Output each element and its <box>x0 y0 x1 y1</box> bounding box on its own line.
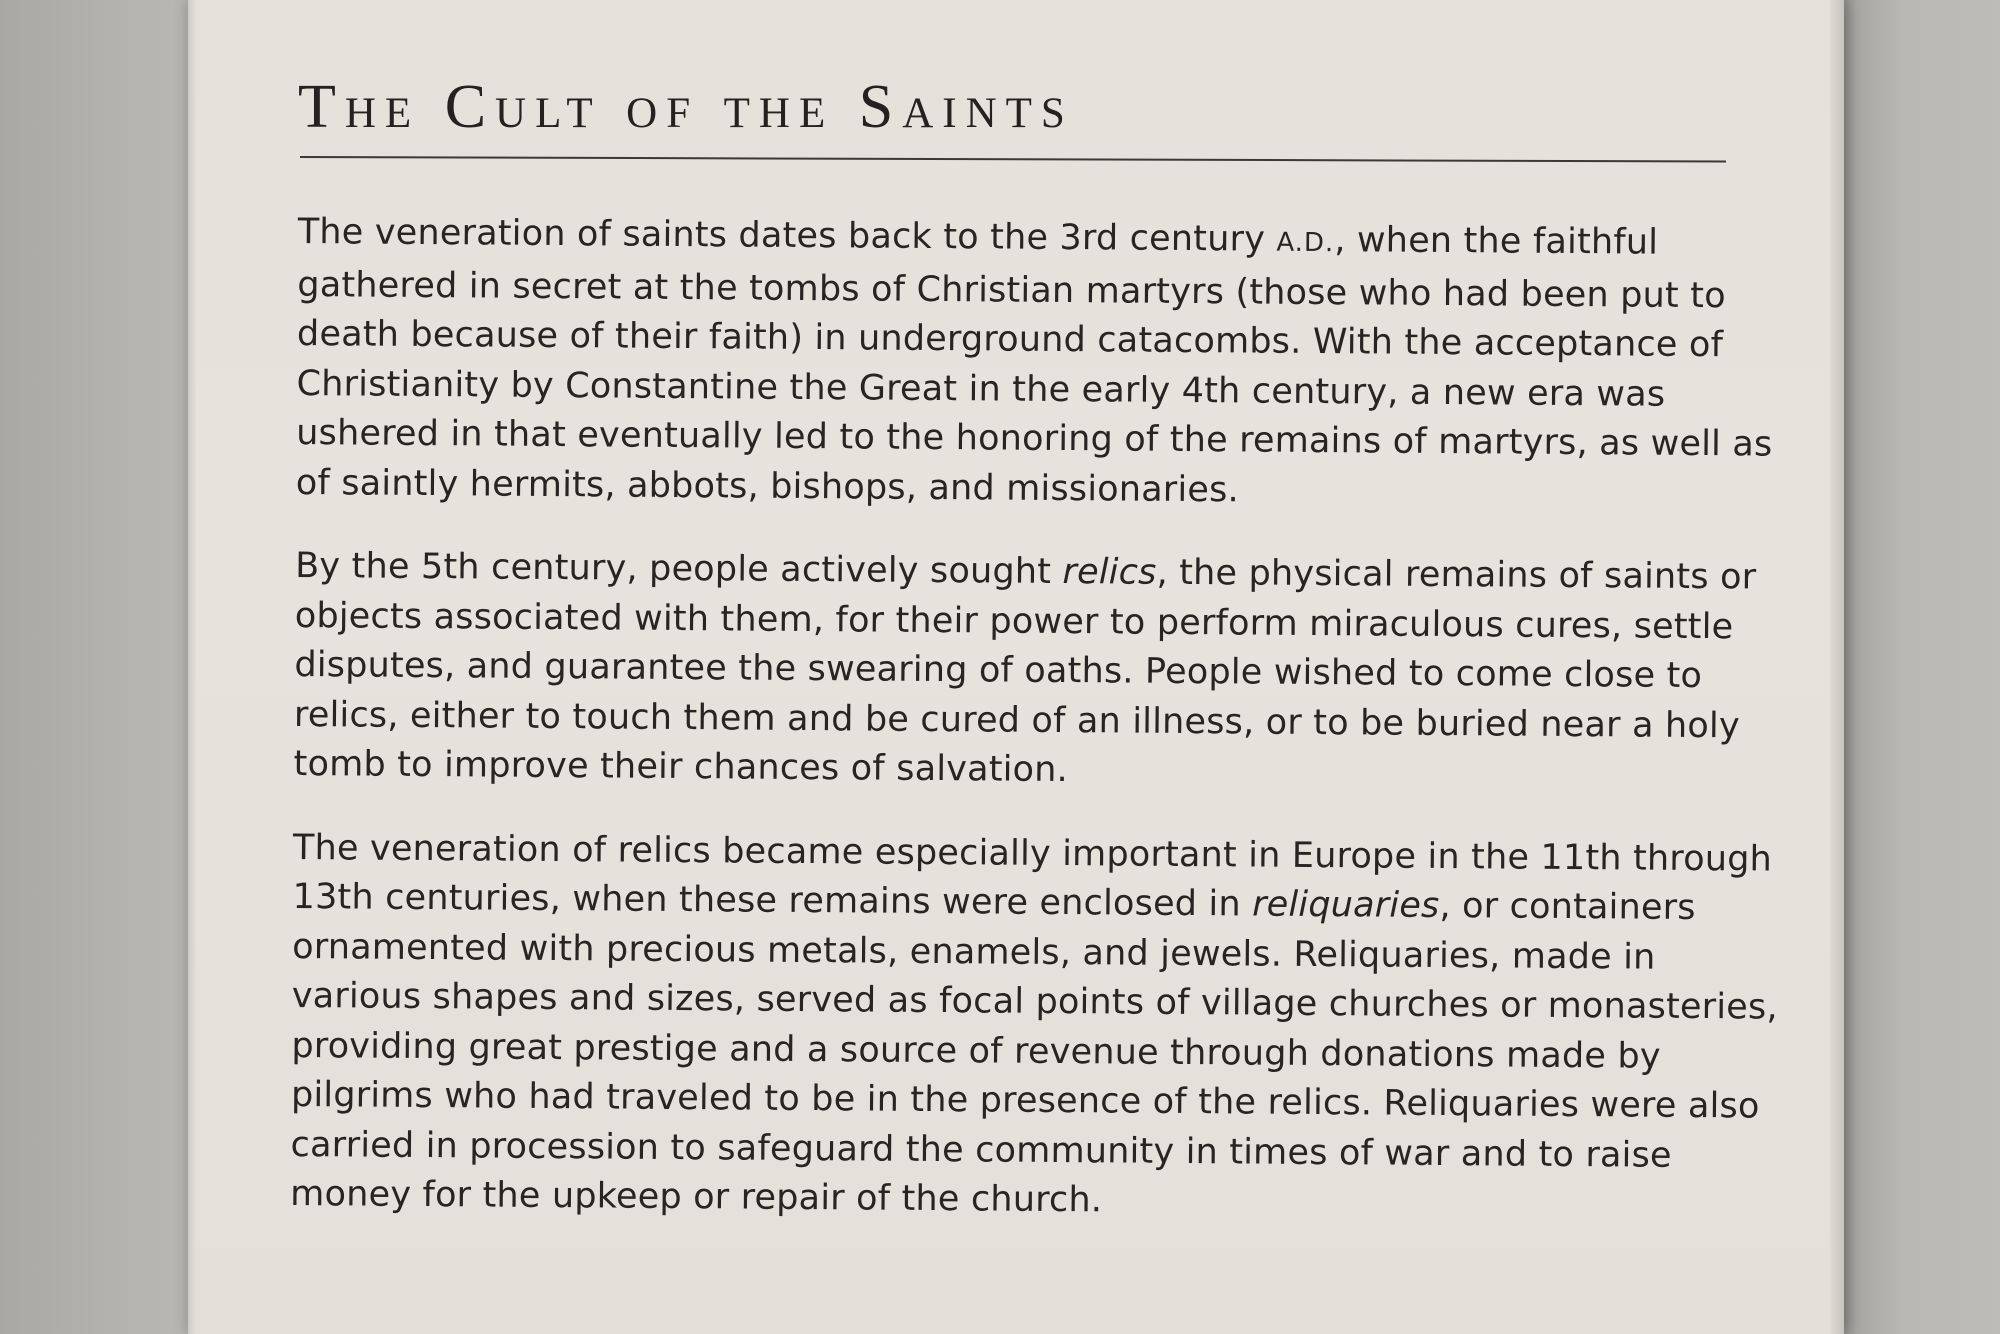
paragraph-1 <box>295 208 1773 519</box>
text-line: The veneration of saints dates back to the 3rd century A.D., when the faithful <box>297 211 1659 263</box>
text-line: gathered in secret at the tombs of Christian martyrs (those who had been put to <box>297 264 1726 316</box>
paragraph-3 <box>290 823 1778 1230</box>
sign-panel-left-edge <box>188 0 196 1334</box>
text-line: disputes, and guarantee the swearing of oaths. People wished to come close to <box>294 644 1703 697</box>
emphasized-term-reliquaries: reliquaries <box>1251 884 1440 926</box>
text-line: death because of their faith) in underground catacombs. With the acceptance of <box>296 313 1724 366</box>
text-line: By the 5th century, people actively sought relics, the physical remains of saints or <box>295 545 1757 598</box>
text-line: tomb to improve their chances of salvation. <box>293 743 1069 791</box>
era-abbreviation: A.D. <box>1276 227 1335 259</box>
text-line: providing great prestige and a source of revenue through donations made by <box>291 1025 1661 1077</box>
text-line: carried in procession to safeguard the community in times of war and to raise <box>290 1124 1672 1176</box>
sign-body-text <box>290 208 1778 1265</box>
text-line: 13th centuries, when these remains were enclosed in reliquaries, or containers <box>292 876 1696 928</box>
paragraph-2 <box>293 542 1755 801</box>
sign-panel-right-edge <box>1830 0 1844 1334</box>
text-line: various shapes and sizes, served as focal points of village churches or monasteries, <box>291 975 1778 1028</box>
text-line: relics, either to touch them and be cured of an illness, or to be buried near a holy <box>293 694 1741 746</box>
text-line: of saintly hermits, abbots, bishops, and missionaries. <box>295 462 1240 510</box>
text-line: ushered in that eventually led to the honoring of the remains of martyrs, as well as <box>296 412 1773 465</box>
text-line: objects associated with them, for their power to perform miraculous cures, settle <box>294 595 1734 647</box>
text-line: pilgrims who had traveled to be in the presence of the relics. Reliquaries were also <box>290 1074 1760 1127</box>
sign-title: The Cult of the Saints <box>298 73 1074 141</box>
emphasized-term-relics: relics <box>1062 552 1157 593</box>
wall-background-right <box>1840 0 2000 1334</box>
text-line: The veneration of relics became especially important in Europe in the 11th through <box>292 827 1773 880</box>
text-line: Christianity by Constantine the Great in the early 4th century, a new era was <box>296 363 1666 415</box>
text-line: ornamented with precious metals, enamels, and jewels. Reliquaries, made in <box>292 926 1656 978</box>
text-line: money for the upkeep or repair of the church. <box>290 1173 1103 1221</box>
